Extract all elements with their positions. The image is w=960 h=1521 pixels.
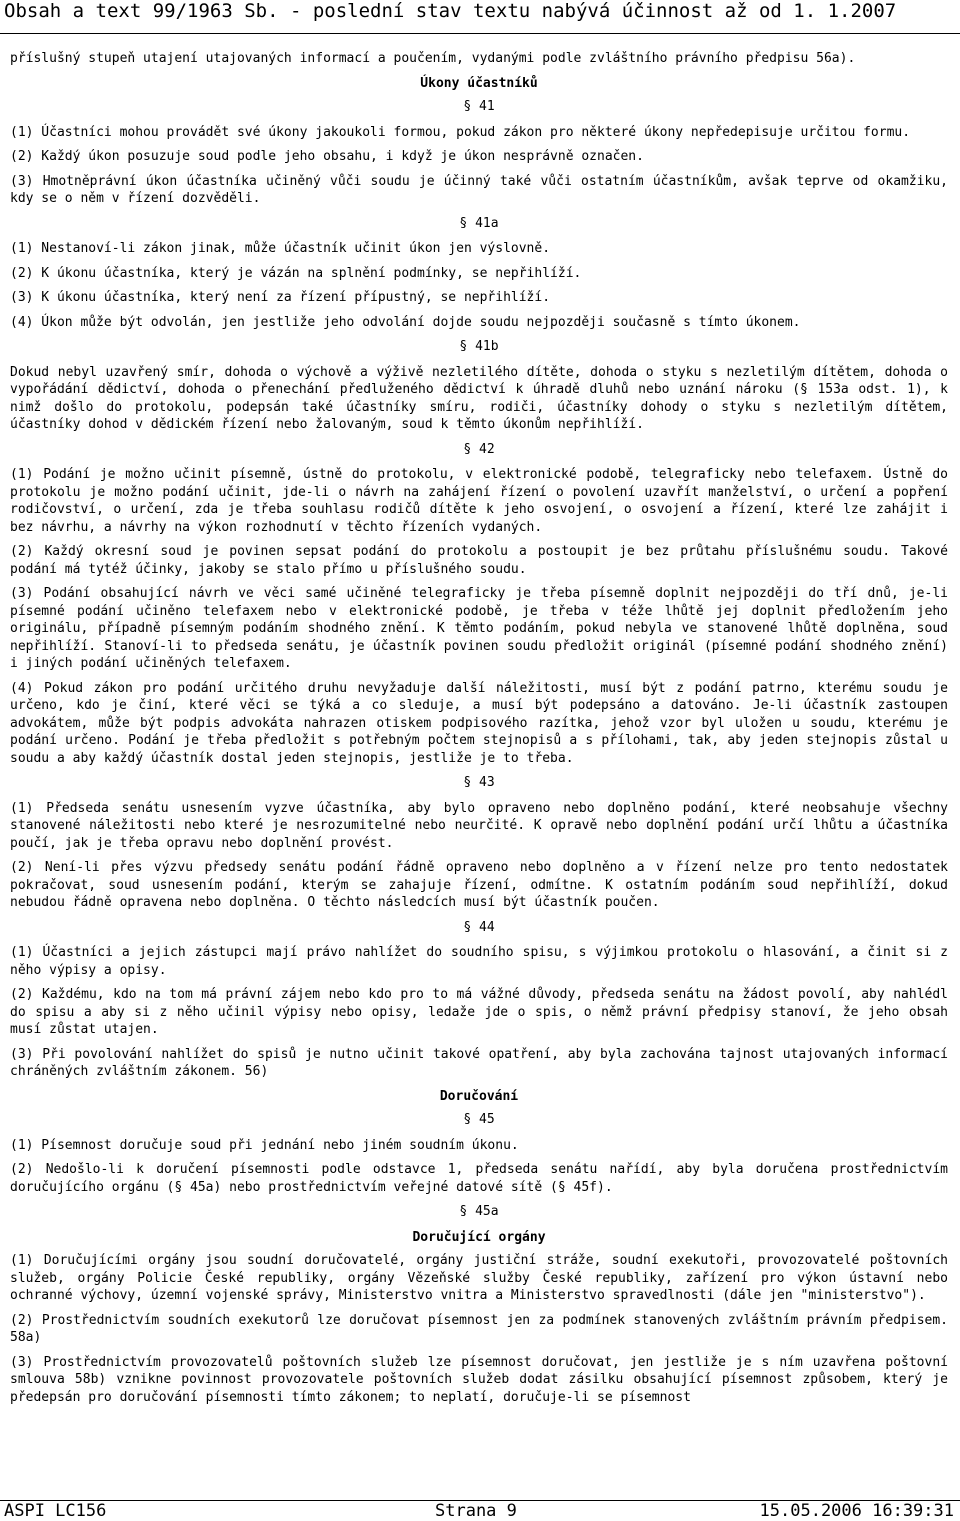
footer-page-number: Strana 9 [435,1501,517,1521]
paragraph: (4) Úkon může být odvolán, jen jestliže jeho odvolání dojde soudu nejpozději současně s tímto úkonem. [10,314,801,330]
document-footer [0,1500,960,1521]
section-number: § 41 [463,99,495,114]
section-heading: Doručující orgány [412,1229,546,1245]
paragraph: (1) Účastníci mohou provádět své úkony jakoukoli formou, pokud zákon pro některé úkony nepředepisuje určitou formu. [10,124,911,140]
paragraph: (3) Hmotněprávní úkon účastníka učiněný vůči soudu je účinný také vůči ostatním účastníkům, avšak teprve od okamžiku, kdy se o něm v řízení dozvěděli. [10,173,948,206]
paragraph: (2) Každému, kdo na tom má právní zájem nebo kdo pro to má vážné důvody, předseda senátu na žádost povolí, aby nahlédl do spisu a aby si z něho učinil výpisy nebo opisy, ledaže jde o spis, o němž právní předpisy stanoví, že jeho obsah musí zůstat utajen. [10,987,948,1037]
paragraph: (3) K úkonu účastníka, který není za řízení přípustný, se nepřihlíží. [10,290,551,305]
paragraph: Dokud nebyl uzavřený smír, dohoda o výchově a výživě nezletilého dítěte, dohoda o styku s nezletilým dítětem, dohoda o vypořádání dědictví, dohoda o přenechání předluženého dědictví k úhradě dluhů nebo uznání nároku (§ 153a odst. 1), k nimž došlo do protokolu, podepsán také účastníky smíru, rodiči, účastníky dohody o styku s nezletilým dítětem, účastníky dohod v dědickém řízení nebo žalovaným, soud k těmto úkonům nepřihlíží. [10,364,948,432]
section-number: § 45 [463,1112,495,1127]
paragraph: příslušný stupeň utajení utajovaných informací a poučením, vydanými podle zvláštního právního předpisu 56a). [10,51,856,66]
paragraph: (2) Není-li přes výzvu předsedy senátu podání řádně opraveno nebo doplněno a v řízení nelze pro tento nedostatek pokračovat, soud usnesením podání, kterým se zahajuje řízení, odmítne. K ostatním podáním soud nepřihlíží, dokud nebudou řádně opravena nebo doplněna. O těchto následcích musí být účastník poučen. [10,860,948,910]
paragraph: (1) Nestanoví-li zákon jinak, může účastník učinit úkon jen výslovně. [10,241,551,256]
paragraph: (2) Prostřednictvím soudních exekutorů lze doručovat písemnost jen za podmínek stanovených zvláštním právním předpisem. 58a) [10,1312,948,1345]
section-number: § 42 [463,441,495,457]
section-number: § 43 [463,775,495,790]
paragraph: (1) Předseda senátu usnesením vyzve účastníka, aby bylo opraveno nebo doplněno podání, které neobsahuje všechny stanovené náležitosti nebo které je nesrozumitelné nebo neurčité. K opravě nebo doplnění podání určí lhůtu a účastníka poučí, jak je třeba opravu nebo doplnění provést. [10,800,948,851]
paragraph: (3) Při povolování nahlížet do spisů je nutno učinit takové opatření, aby byla zachována tajnost utajovaných informací chráněných zvláštním zákonem. 56) [10,1046,948,1079]
paragraph: (2) Každý úkon posuzuje soud podle jeho obsahu, i když je úkon nesprávně označen. [10,149,644,164]
section-number: § 41b [459,339,499,354]
section-number: § 44 [463,919,495,935]
paragraph: (1) Doručujícími orgány jsou soudní doručovatelé, orgány justiční stráže, soudní exekutoři, provozovatelé poštovních služeb, orgány Policie České republiky, orgány Vězeňské služby České republiky, zařízení pro výkon ústavní nebo ochranné výchovy, územní vojenské správy, Ministerstvo vnitra a Ministerstvo spravedlnosti (dále jen "ministerstvo"). [10,1253,948,1303]
paragraph: (1) Podání je možno učinit písemně, ústně do protokolu, v elektronické podobě, telegraficky nebo telefaxem. Ústně do protokolu je možno podání učinit, jde-li o návrh na zahájení řízení o povolení uzavřít manželství, o určení a popření rodičovství, o určení, zda je třeba souhlasu rodičů dítěte k jeho osvojení, o osvojení a řízení, které lze zahájit i bez návrhu, a návrhy na výkon rozhodnutí v těchto řízeních vydaných. [10,467,948,535]
document-body [10,50,948,1498]
header-title: Obsah a text 99/1963 Sb. - poslední stav textu nabývá účinnost až od 1. 1.2007 [4,0,897,22]
paragraph: (3) Podání obsahující návrh ve věci samé učiněné telegraficky je třeba písemně doplnit nejpozději do tří dnů, je-li písemné podání učiněno telefaxem nebo v elektronické podobě, je třeba v téže lhůtě jej doplnit předložením jeho originálu, případně písemným podáním shodného znění. K těmto podáním, pokud nebyla ve stanovené lhůtě doplněna, soud nepřihlíží. Stanoví-li to předseda senátu, je účastník povinen soudu předložit originál (písemné podání shodného znění) i jiných podání učiněných telefaxem. [10,586,948,671]
paragraph: (2) Každý okresní soud je povinen sepsat podání do protokolu a postoupit je bez průtahu příslušnému soudu. Takové podání má tytéž účinky, jakoby se stalo přímo u příslušného soudu. [10,544,948,577]
paragraph: (1) Účastníci a jejich zástupci mají právo nahlížet do soudního spisu, s výjimkou protokolu o hlasování, a činit si z něho výpisy a opisy. [10,945,948,978]
paragraph: (1) Písemnost doručuje soud při jednání nebo jiném soudním úkonu. [10,1137,519,1153]
section-heading: Úkony účastníků [420,75,538,91]
paragraph: (2) Nedošlo-li k doručení písemnosti podle odstavce 1, předseda senátu nařídí, aby byla doručena prostřednictvím doručujícího orgánu (§ 45a) nebo prostřednictvím veřejné datové sítě (§ 45f). [10,1162,948,1195]
paragraph: (2) K úkonu účastníka, který je vázán na splnění podmínky, se nepřihlíží. [10,265,582,281]
paragraph: (3) Prostřednictvím provozovatelů poštovních služeb lze písemnost doručovat, jen jestliže je s ním uzavřena poštovní smlouva 58b) vznikne povinnost provozovatele poštovních služeb dodat zásilku obsahující písemnost způsobem, který je předepsán pro doručování písemnosti tímto zákonem; to neplatí, doručuje-li se písemnost [10,1354,948,1405]
footer-timestamp: 15.05.2006 16:39:31 [759,1501,954,1521]
section-number: § 45a [459,1204,499,1219]
paragraph: (4) Pokud zákon pro podání určitého druhu nevyžaduje další náležitosti, musí být z podání patrno, kterému soudu je určeno, kdo je činí, které věci se týká a co sleduje, a musí být podepsáno a datováno. Je-li účastník zastoupen advokátem, může být podpis advokáta nahrazen otiskem podpisového razítka, jehož vzor byl uložen u soudu, kterému je podání určeno. Podání je třeba předložit s potřebným počtem stejnopisů a s přílohami, tak, aby jeden stejnopis zůstal u soudu a aby každý účastník dostal jeden stejnopis, jestliže je to třeba. [10,680,948,766]
section-heading: Doručování [439,1088,519,1104]
footer-source: ASPI LC156 [4,1501,107,1521]
document-header [0,0,960,34]
section-number: § 41a [459,215,499,231]
